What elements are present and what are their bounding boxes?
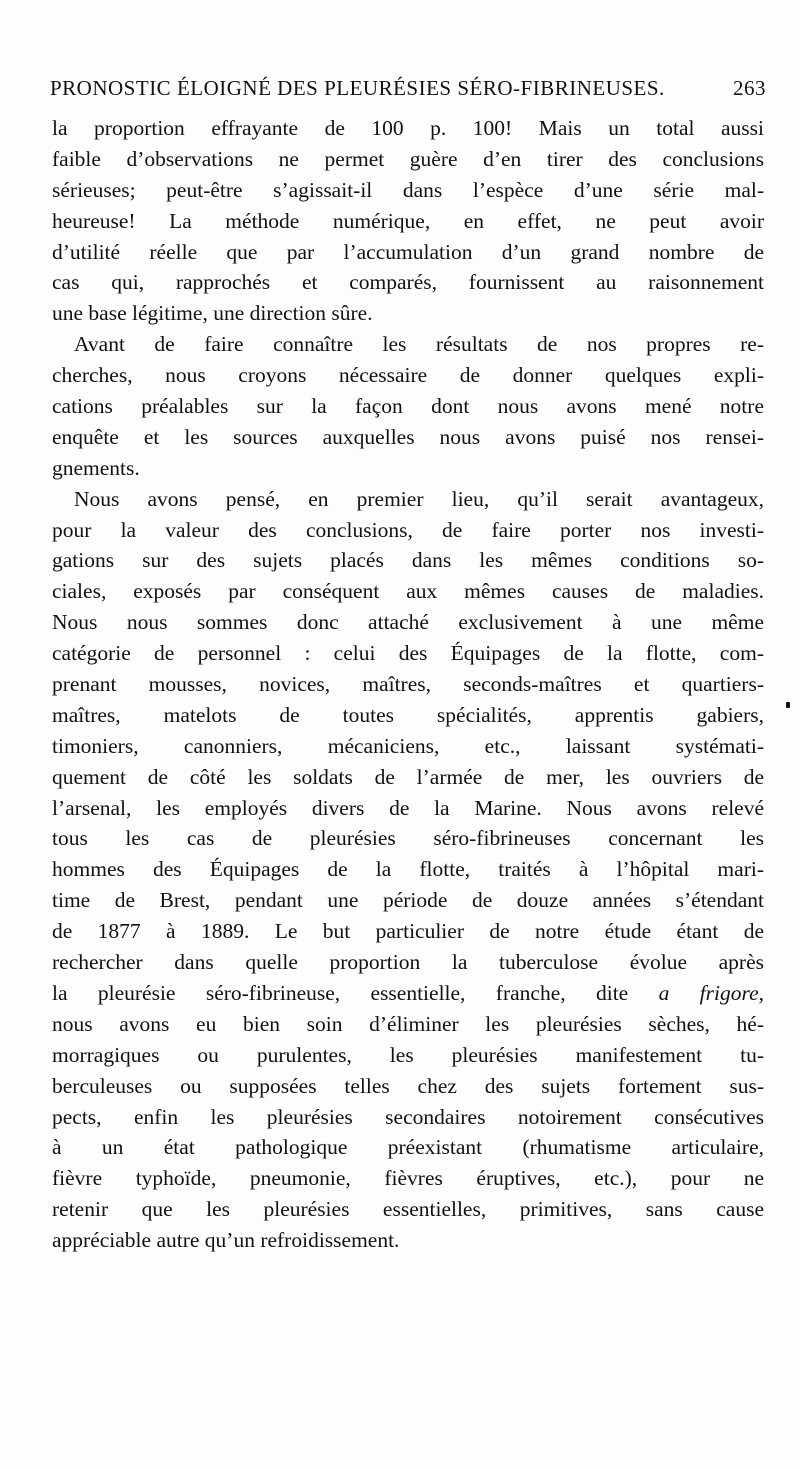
text-line: Nous avons pensé, en premier lieu, qu’il serait avantageux, <box>74 486 764 511</box>
text-line: morragiques ou purulentes, les pleurésies manifestement tu- <box>52 1042 764 1067</box>
text-line: fièvre typhoïde, pneumonie, fièvres éruptives, etc.), pour ne <box>52 1166 764 1191</box>
page-number: 263 <box>733 76 766 100</box>
text-line: appréciable autre qu’un refroidissement. <box>52 1228 400 1253</box>
body-text <box>52 113 764 1256</box>
text-line: timoniers, canonniers, mécaniciens, etc., laissant systémati- <box>52 733 764 758</box>
text-line: hommes des Équipages de la flotte, traités à l’hôpital mari- <box>52 857 764 882</box>
running-header <box>50 76 766 101</box>
text-line: Nous nous sommes donc attaché exclusivement à une même <box>52 610 764 635</box>
text-line: la proportion effrayante de 100 p. 100! Mais un total aussi <box>52 116 764 140</box>
italic-phrase: a frigore <box>658 980 759 1005</box>
text-line: heureuse! La méthode numérique, en effet, ne peut avoir <box>52 208 764 233</box>
text-line: tous les cas de pleurésies séro-fibrineuses concernant les <box>52 826 764 851</box>
text-line: quement de côté les soldats de l’armée de mer, les ouvriers de <box>52 764 764 789</box>
running-title: PRONOSTIC ÉLOIGNÉ DES PLEURÉSIES SÉRO-FIBRINEUSES. <box>50 76 665 100</box>
text-line: sérieuses; peut-être s’agissait-il dans l’espèce d’une série mal- <box>52 177 764 202</box>
text-line: de 1877 à 1889. Le but particulier de notre étude étant de <box>52 919 764 944</box>
text-line: cations préalables sur la façon dont nous avons mené notre <box>52 394 764 419</box>
text-line: faible d’observations ne permet guère d’en tirer des conclusions <box>52 146 764 171</box>
text-line: pour la valeur des conclusions, de faire porter nos investi- <box>52 517 764 542</box>
text-line: une base légitime, une direction sûre. <box>52 301 373 326</box>
text-line: ciales, exposés par conséquent aux mêmes causes de maladies. <box>52 579 764 604</box>
text-line: nous avons eu bien soin d’éliminer les pleurésies sèches, hé- <box>52 1011 764 1036</box>
text-line: à un état pathologique préexistant (rhumatisme articulaire, <box>52 1135 764 1160</box>
text-line: Avant de faire connaître les résultats de nos propres re- <box>74 332 764 357</box>
text-line: l’arsenal, les employés divers de la Marine. Nous avons relevé <box>52 795 764 820</box>
text-line: gations sur des sujets placés dans les mêmes conditions so- <box>52 548 764 573</box>
text-line: time de Brest, pendant une période de douze années s’étendant <box>52 888 764 913</box>
margin-mark <box>786 702 790 708</box>
text-line: gnements. <box>52 455 140 480</box>
text-line: enquête et les sources auxquelles nous avons puisé nos rensei- <box>52 424 764 449</box>
text-line: retenir que les pleurésies essentielles, primitives, sans cause <box>52 1197 764 1222</box>
text-line: cas qui, rapprochés et comparés, fournissent au raisonnement <box>52 270 764 295</box>
text-line: d’utilité réelle que par l’accumulation d’un grand nombre de <box>52 239 764 264</box>
text-line: cherches, nous croyons nécessaire de donner quelques expli- <box>52 363 764 388</box>
text-line: maîtres, matelots de toutes spécialités, apprentis gabiers, <box>52 702 764 727</box>
text-line: berculeuses ou supposées telles chez des sujets fortement sus- <box>52 1073 764 1098</box>
text-line: pects, enfin les pleurésies secondaires notoirement consécutives <box>52 1104 764 1129</box>
text-line: rechercher dans quelle proportion la tuberculose évolue après <box>52 950 764 975</box>
text-line: la pleurésie séro-fibrineuse, essentielle, franche, dite a frigore, <box>52 980 764 1005</box>
text-line: prenant mousses, novices, maîtres, seconds-maîtres et quartiers- <box>52 672 764 697</box>
text-line: catégorie de personnel : celui des Équipages de la flotte, com- <box>52 641 764 666</box>
